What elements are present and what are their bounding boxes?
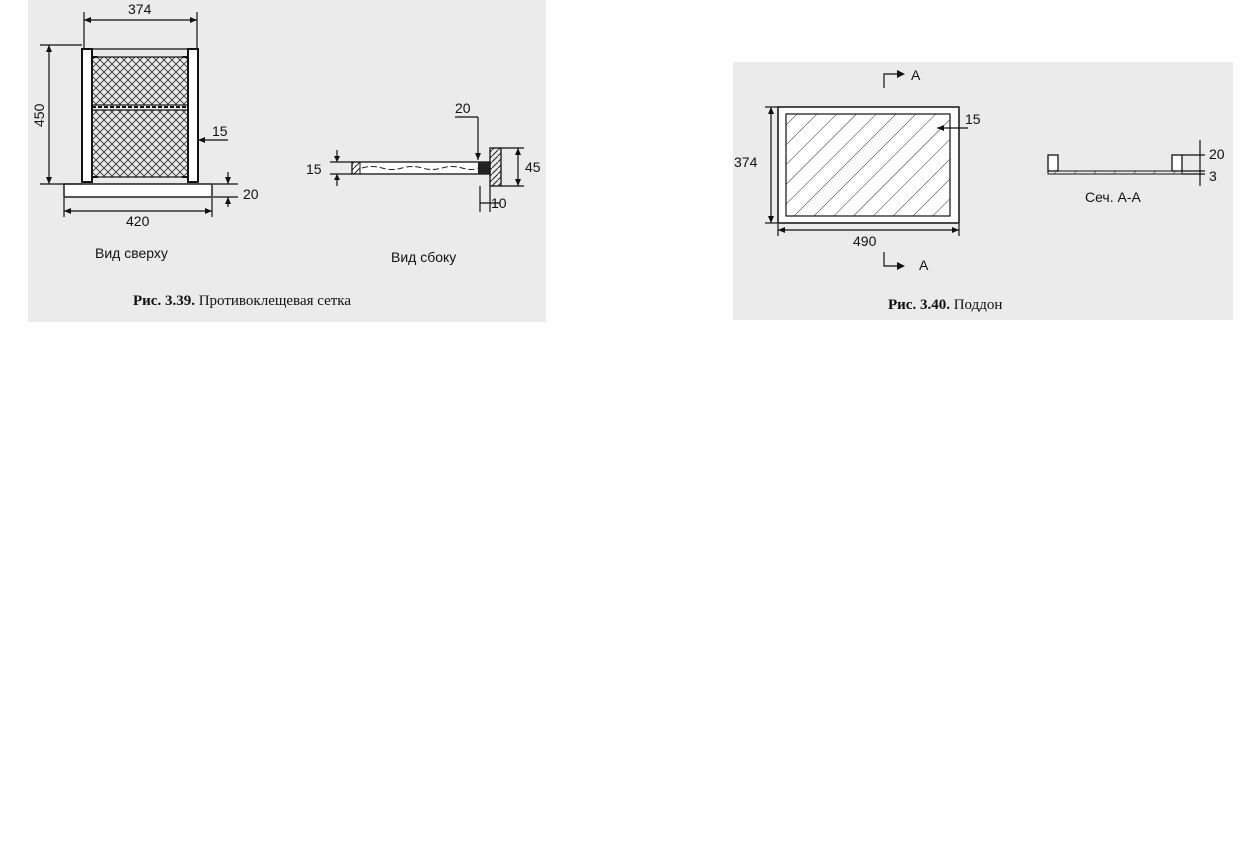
dim-420: 420 (126, 213, 150, 229)
top-view-drawing (64, 49, 212, 197)
dim-3-section: 3 (1209, 168, 1217, 184)
section-a-a-drawing (1048, 155, 1182, 174)
dim-15-side: 15 (306, 161, 322, 177)
dim-10-side: 10 (491, 195, 507, 211)
section-marker-bottom-label: A (919, 257, 929, 273)
dim-15-tray: 15 (965, 111, 981, 127)
caption-title: Противоклещевая сетка (198, 293, 352, 309)
dim-374-tray: 374 (734, 154, 758, 170)
caption-title: Поддон (953, 297, 1003, 313)
section-marker-top-label: A (911, 67, 921, 83)
dim-374-top: 374 (128, 1, 152, 17)
dim-20-section: 20 (1209, 146, 1225, 162)
section-marker-bottom (884, 252, 929, 273)
dim-20-side: 20 (455, 100, 471, 116)
dim-20-base: 20 (243, 186, 259, 202)
figure-3-40 (730, 0, 1250, 330)
figure-3-39 (0, 0, 560, 330)
section-a-a-dimensions (1182, 140, 1225, 186)
caption-fig-3-39 (133, 293, 351, 309)
label-side-view: Вид сбоку (391, 249, 457, 265)
caption-number: Рис. 3.39. (133, 293, 195, 309)
side-view-dimensions (306, 100, 541, 212)
dim-15-top: 15 (212, 123, 228, 139)
caption-number: Рис. 3.40. (888, 297, 950, 313)
label-top-view: Вид сверху (95, 245, 168, 261)
dim-490: 490 (853, 233, 877, 249)
tray-drawing (778, 107, 959, 223)
dim-45-side: 45 (525, 159, 541, 175)
label-section-a-a: Сеч. А-А (1085, 189, 1141, 205)
caption-fig-3-40 (888, 297, 1002, 313)
section-marker-top (884, 67, 921, 88)
dim-450: 450 (31, 103, 47, 127)
